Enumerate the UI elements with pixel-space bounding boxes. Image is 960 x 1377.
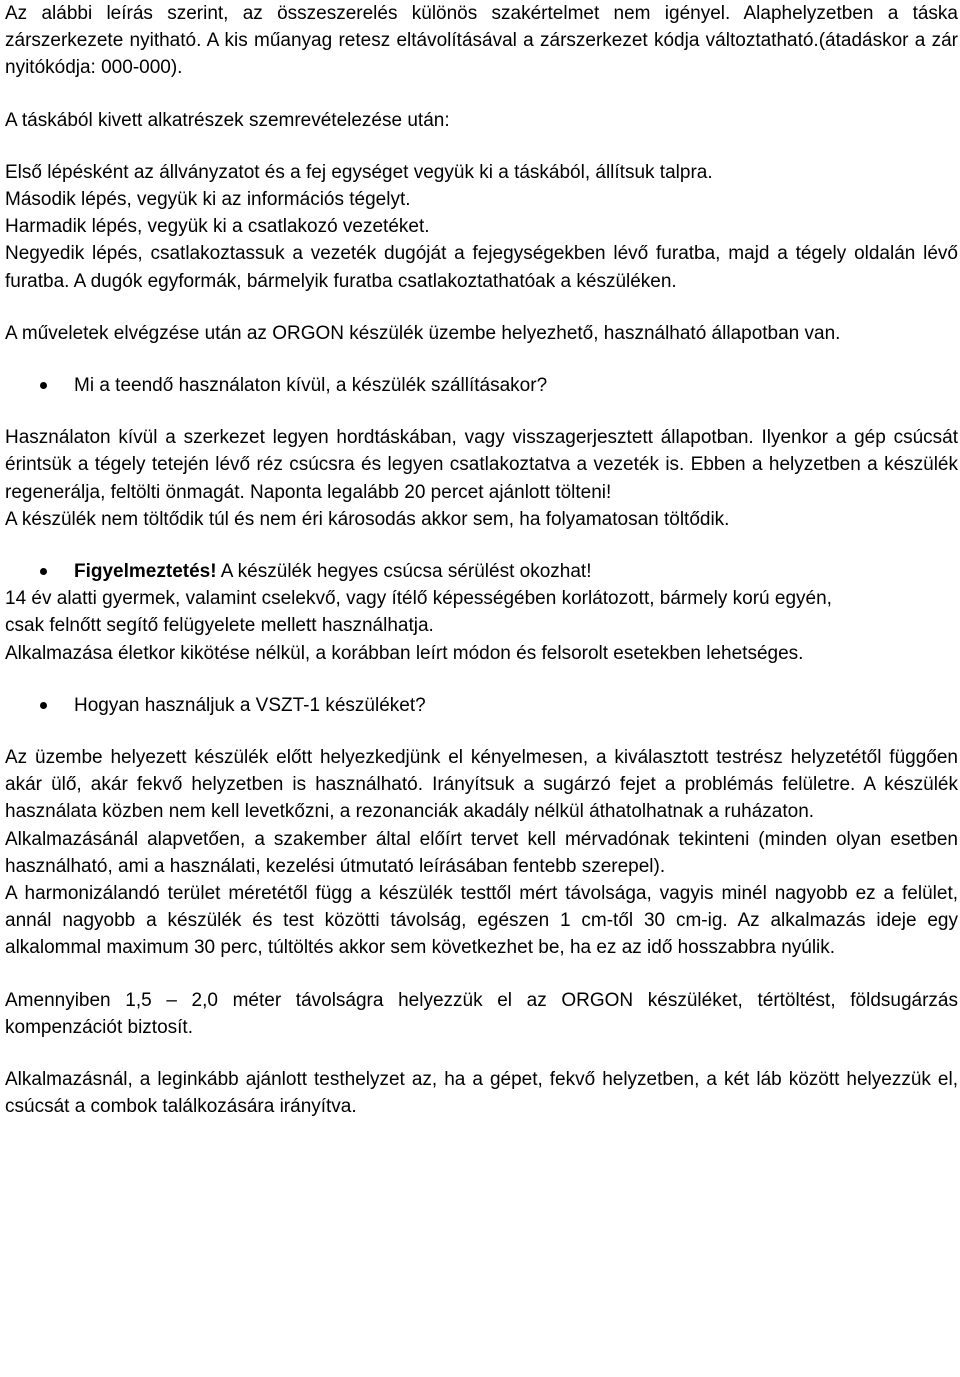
warning-supervision: csak felnőtt segítő felügyelete mellett használhatja.	[5, 615, 434, 637]
intro-inspection: A táskából kivett alkatrészek szemrevételezése után:	[5, 109, 450, 131]
warning-item	[5, 558, 958, 585]
warning-label: Figyelmeztetés!	[74, 561, 217, 583]
usage-paragraph-2: Alkalmazásánál alapvetően, a szakember által előírt tervet kell mérvadónak tekinteni (minden olyan esetben használható, ami a használati, kezelési útmutató leírásában fentebb szerepel).	[5, 828, 958, 877]
ready-paragraph: A műveletek elvégzése után az ORGON készülék üzembe helyezhető, használható állapotban van.	[5, 322, 841, 344]
question-usage	[5, 692, 958, 719]
transport-paragraph: Használaton kívül a szerkezet legyen hordtáskában, vagy visszagerjesztett állapotban. Ilyenkor a gép csúcsát érintsük a tégely tetején lévő réz csúcsra és legyen csatlakoztatva a vezeték is. Ebben a helyzetben a készülék regenerálja, feltölti önmagát. Naponta legalább 20 percet ajánlott tölteni!	[5, 427, 958, 503]
step-2: Második lépés, vegyük ki az információs tégelyt.	[5, 189, 411, 211]
question-usage-text: Hogyan használjuk a VSZT-1 készüléket?	[74, 694, 426, 716]
question-transport	[5, 372, 958, 399]
warning-text: A készülék hegyes csúcsa sérülést okozhat!	[216, 561, 592, 583]
bullet-icon	[40, 568, 47, 575]
charging-paragraph: A készülék nem töltődik túl és nem éri károsodás akkor sem, ha folyamatosan töltődik.	[5, 508, 730, 530]
document-page	[5, 0, 958, 1121]
distance-paragraph: Amennyiben 1,5 – 2,0 méter távolságra helyezzük el az ORGON készüléket, tértöltést, földsugárzás kompenzációt biztosít.	[5, 989, 958, 1038]
bullet-icon	[40, 382, 47, 389]
warning-age: Alkalmazása életkor kikötése nélkül, a korábban leírt módon és felsorolt esetekben lehetséges.	[5, 642, 804, 664]
position-paragraph: Alkalmazásnál, a leginkább ajánlott testhelyzet az, ha a gépet, fekvő helyzetben, a két láb között helyezzük el, csúcsát a combok találkozására irányítva.	[5, 1069, 958, 1118]
step-1: Első lépésként az állványzatot és a fej egységet vegyük ki a táskából, állítsuk talpra.	[5, 161, 713, 183]
warning-children: 14 év alatti gyermek, valamint cselekvő, vagy ítélő képességében korlátozott, bármely korú egyén,	[5, 588, 832, 610]
question-transport-text: Mi a teendő használaton kívül, a készülék szállításakor?	[74, 375, 548, 397]
bullet-icon	[40, 702, 47, 709]
usage-paragraph-3: A harmonizálandó terület méretétől függ a készülék testtől mért távolsága, vagyis minél nagyobb ez a felület, annál nagyobb a készülék és test közötti távolság, egészen 1 cm-től 30 cm-ig. Az alkalmazás ideje egy alkalommal maximum 30 perc, túltöltés akkor sem következhet be, ha ez az idő hosszabbra nyúlik.	[5, 883, 958, 959]
intro-paragraph: Az alábbi leírás szerint, az összeszerelés különös szakértelmet nem igényel. Alaphelyzetben a táska zárszerkezete nyitható. A kis műanyag retesz eltávolításával a zárszerkezet kódja változtatható.(átadáskor a zár nyitókódja: 000-000).	[5, 3, 958, 79]
usage-paragraph-1: Az üzembe helyezett készülék előtt helyezkedjünk el kényelmesen, a kiválasztott testrész helyzetétől függően akár ülő, akár fekvő helyzetben is használható. Irányítsuk a sugárzó fejet a problémás felületre. A készülék használata közben nem kell levetkőzni, a rezonanciák akadály nélkül áthatolhatnak a ruházaton.	[5, 747, 958, 823]
step-4: Negyedik lépés, csatlakoztassuk a vezeték dugóját a fejegységekben lévő furatba, majd a tégely oldalán lévő furatba. A dugók egyformák, bármelyik furatba csatlakoztathatóak a készüléken.	[5, 243, 958, 292]
step-3: Harmadik lépés, vegyük ki a csatlakozó vezetéket.	[5, 216, 430, 238]
